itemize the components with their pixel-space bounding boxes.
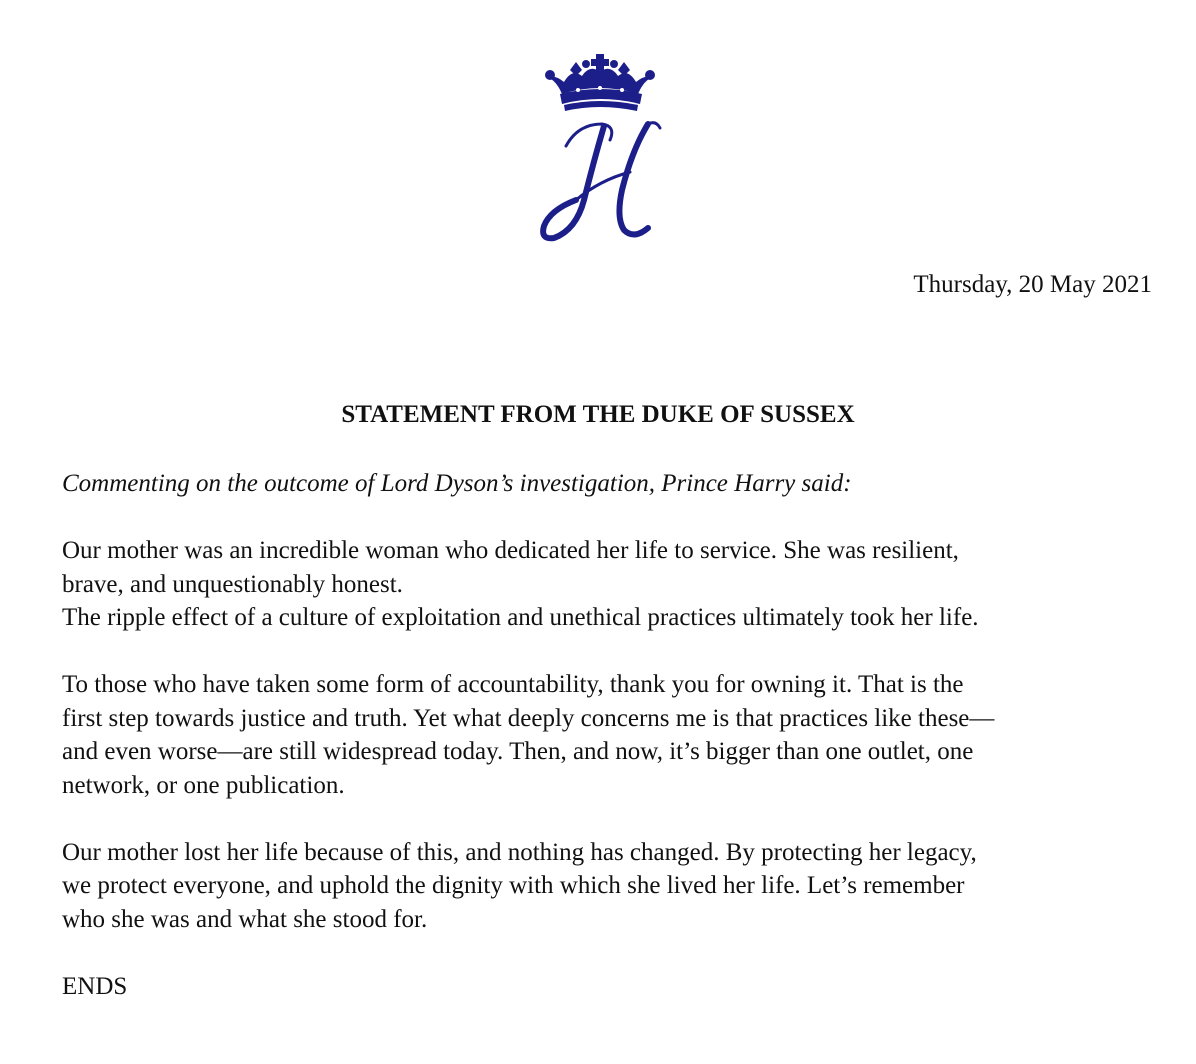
paragraph-line: brave, and unquestionably honest. — [62, 570, 403, 598]
paragraph-line: we protect everyone, and uphold the dignity with which she lived her life. Let’s remember — [62, 872, 965, 899]
paragraph-3 — [62, 836, 1162, 937]
paragraph-1 — [62, 534, 1162, 635]
paragraph-line: The ripple effect of a culture of exploitation and unethical practices ultimately took her life. — [62, 604, 979, 631]
h-monogram-icon — [543, 123, 660, 239]
statement-date: Thursday, 20 May 2021 — [913, 271, 1152, 298]
crown-icon — [545, 54, 655, 111]
paragraph-2 — [62, 668, 1162, 802]
statement-body — [62, 467, 1162, 1003]
paragraph-line: Our mother lost her life because of this, and nothing has changed. By protecting her legacy, — [62, 838, 977, 866]
statement-lead: Commenting on the outcome of Lord Dyson’s investigation, Prince Harry said: — [62, 470, 852, 497]
statement-title: STATEMENT FROM THE DUKE OF SUSSEX — [341, 401, 855, 428]
paragraph-line: first step towards justice and truth. Yet what deeply concerns me is that practices like these— — [62, 704, 995, 732]
letterhead-monogram — [520, 50, 680, 245]
statement-ends: ENDS — [62, 972, 128, 1000]
paragraph-line: To those who have taken some form of accountability, thank you for owning it. That is the — [62, 671, 964, 698]
paragraph-line: who she was and what she stood for. — [62, 905, 428, 933]
paragraph-line: and even worse—are still widespread today. Then, and now, it’s bigger than one outlet, one — [62, 738, 974, 765]
paragraph-line: network, or one publication. — [62, 771, 345, 799]
paragraph-line: Our mother was an incredible woman who dedicated her life to service. She was resilient, — [62, 537, 959, 564]
